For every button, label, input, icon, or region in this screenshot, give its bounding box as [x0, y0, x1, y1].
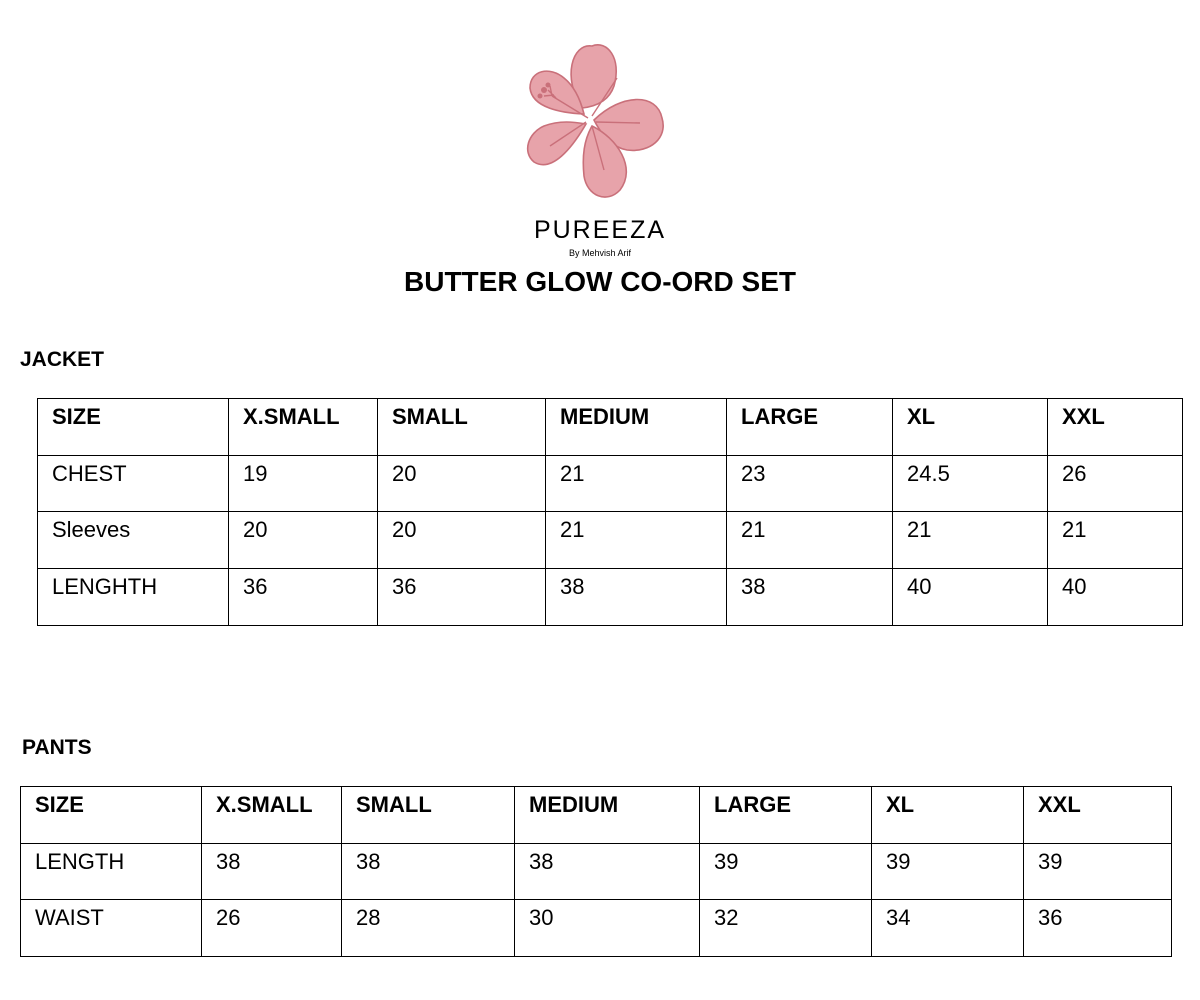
table-cell: 32 — [700, 900, 872, 957]
header-cell: XL — [872, 787, 1024, 844]
table-cell: 38 — [546, 569, 727, 626]
table-cell: 26 — [1048, 455, 1183, 512]
table-cell: 39 — [700, 843, 872, 900]
table-cell: 39 — [872, 843, 1024, 900]
table-cell: 30 — [515, 900, 700, 957]
table-cell: 21 — [546, 512, 727, 569]
table-cell: 20 — [229, 512, 378, 569]
row-label: LENGHTH — [38, 569, 229, 626]
row-label: LENGTH — [21, 843, 202, 900]
table-cell: 26 — [202, 900, 342, 957]
table-cell: 21 — [546, 455, 727, 512]
header-cell: X.SMALL — [229, 399, 378, 456]
pants-size-table — [20, 786, 1172, 957]
header-cell: XL — [893, 399, 1048, 456]
jacket-section-label: JACKET — [20, 348, 105, 371]
row-label: CHEST — [38, 455, 229, 512]
table-cell: 38 — [202, 843, 342, 900]
table-cell: 38 — [727, 569, 893, 626]
table-cell: 36 — [229, 569, 378, 626]
header-cell: XXL — [1024, 787, 1172, 844]
table-header-row — [38, 399, 1183, 456]
table-cell: 21 — [727, 512, 893, 569]
header-cell: SIZE — [21, 787, 202, 844]
brand-byline: By Mehvish Arif — [568, 248, 632, 258]
table-row — [38, 512, 1183, 569]
table-cell: 24.5 — [893, 455, 1048, 512]
table-cell: 20 — [378, 455, 546, 512]
table-cell: 36 — [378, 569, 546, 626]
table-cell: 36 — [1024, 900, 1172, 957]
header-cell: MEDIUM — [546, 399, 727, 456]
table-cell: 40 — [893, 569, 1048, 626]
jacket-size-table — [37, 398, 1183, 626]
table-cell: 19 — [229, 455, 378, 512]
header-cell: SIZE — [38, 399, 229, 456]
header-cell: SMALL — [342, 787, 515, 844]
header-cell: LARGE — [700, 787, 872, 844]
table-cell: 23 — [727, 455, 893, 512]
page-title: BUTTER GLOW CO-ORD SET — [404, 266, 796, 297]
table-cell: 20 — [378, 512, 546, 569]
hibiscus-logo-icon — [522, 38, 668, 202]
table-row — [38, 569, 1183, 626]
table-cell: 21 — [893, 512, 1048, 569]
row-label: Sleeves — [38, 512, 229, 569]
table-row — [38, 455, 1183, 512]
header-cell: SMALL — [378, 399, 546, 456]
table-cell: 38 — [342, 843, 515, 900]
pants-section-label: PANTS — [22, 736, 92, 759]
row-label: WAIST — [21, 900, 202, 957]
header-cell: XXL — [1048, 399, 1183, 456]
header-cell: LARGE — [727, 399, 893, 456]
table-header-row — [21, 787, 1172, 844]
brand-name: PUREEZA — [533, 216, 667, 244]
table-cell: 21 — [1048, 512, 1183, 569]
table-cell: 39 — [1024, 843, 1172, 900]
table-cell: 28 — [342, 900, 515, 957]
table-cell: 38 — [515, 843, 700, 900]
table-row — [21, 900, 1172, 957]
table-cell: 40 — [1048, 569, 1183, 626]
table-cell: 34 — [872, 900, 1024, 957]
header-cell: X.SMALL — [202, 787, 342, 844]
header-cell: MEDIUM — [515, 787, 700, 844]
table-row — [21, 843, 1172, 900]
